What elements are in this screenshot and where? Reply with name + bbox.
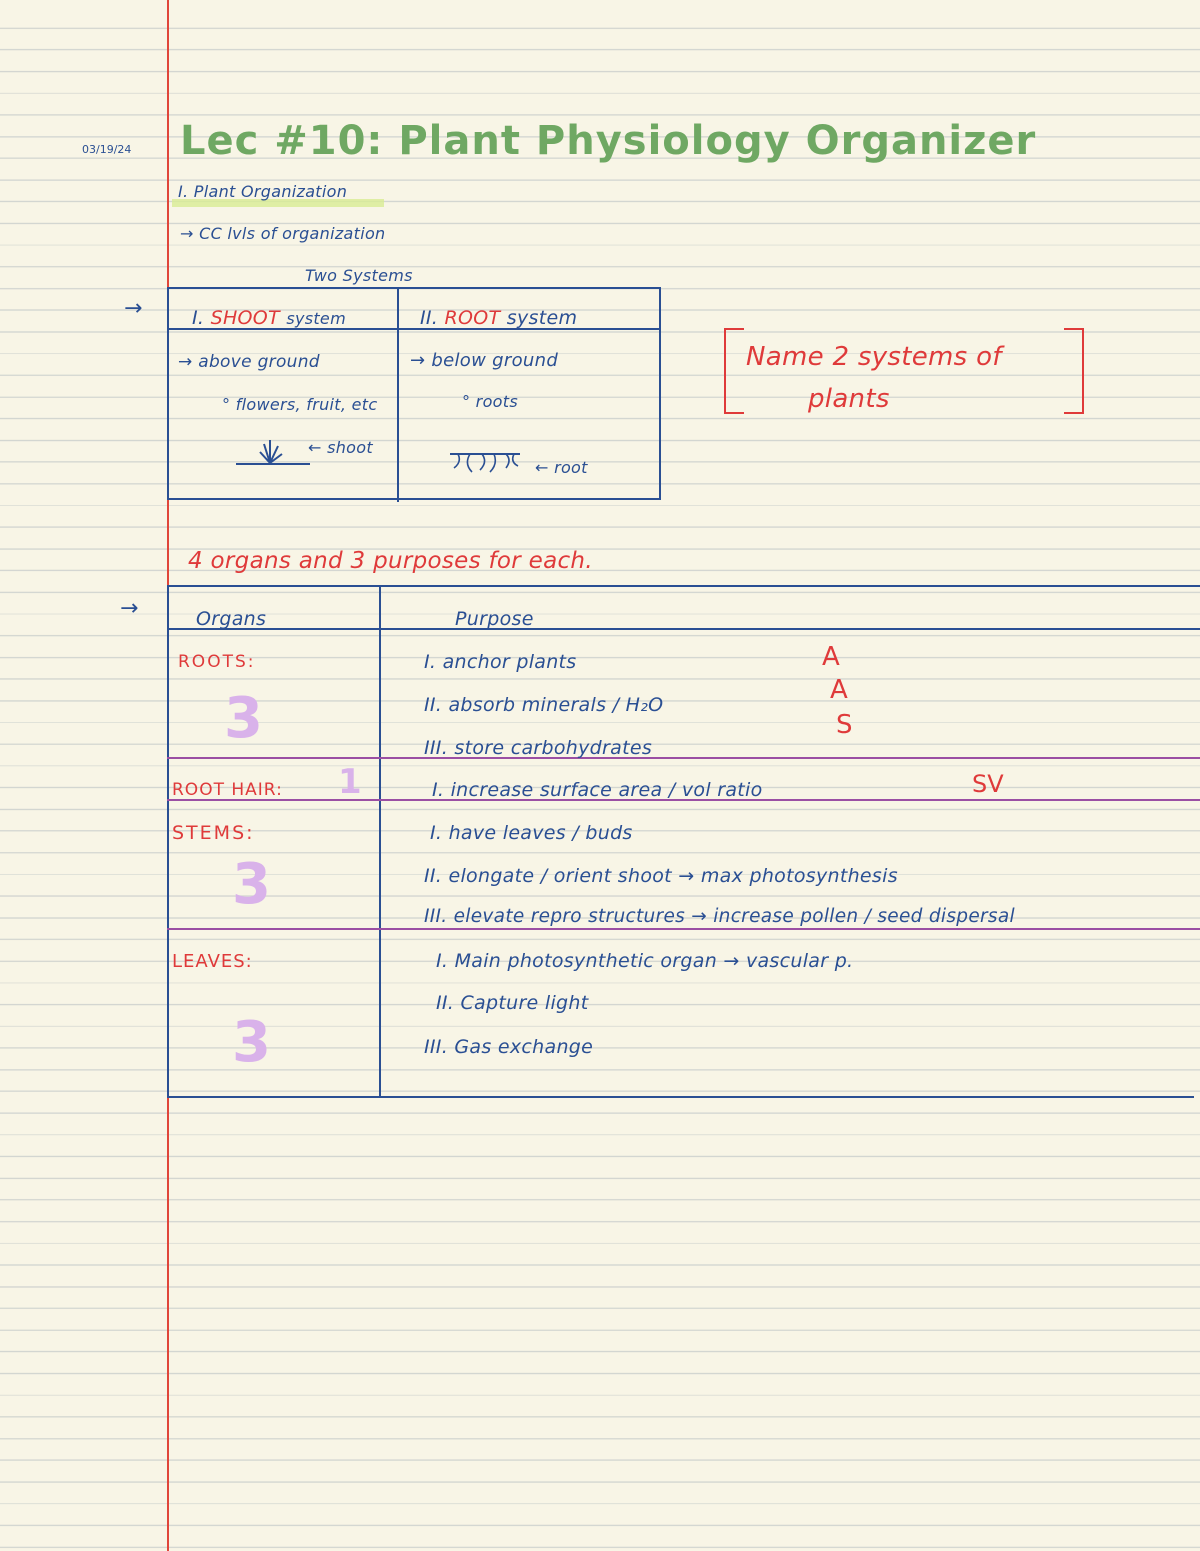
systems-divider <box>397 287 399 502</box>
page-title: Lec #10: Plant Physiology Organizer <box>180 118 1037 164</box>
row-separator <box>167 757 1200 759</box>
organ-roots: ROOTS: <box>178 652 256 672</box>
purpose-item: I. anchor plants <box>424 651 577 673</box>
organs-heading: 4 organs and 3 purposes for each. <box>188 548 593 574</box>
organs-table-divider <box>379 585 381 1098</box>
col-organs-header: Organs <box>196 608 267 630</box>
shoot-sketch-icon <box>234 434 314 468</box>
count-leaves: 3 <box>232 1010 271 1075</box>
systems-heading: Two Systems <box>305 266 413 285</box>
count-roots: 3 <box>224 686 263 751</box>
date: 03/19/24 <box>82 143 132 156</box>
root-label: ← root <box>535 458 588 477</box>
mnemonic-a: A <box>830 675 848 705</box>
purpose-item: I. Main photosynthetic organ → vascular p. <box>436 950 854 972</box>
left-bracket <box>724 328 744 414</box>
purpose-item: II. Capture light <box>436 992 589 1014</box>
shoot-line-2: ° flowers, fruit, etc <box>222 395 378 414</box>
organ-stems: STEMS: <box>172 822 255 844</box>
organs-table-left <box>167 585 169 1098</box>
root-line-2: ° roots <box>462 392 518 411</box>
arrow-icon: → <box>124 296 143 321</box>
right-bracket <box>1064 328 1084 414</box>
mnemonic-sv: SV <box>972 770 1004 798</box>
shoot-label: ← shoot <box>308 438 373 457</box>
purpose-item: II. elongate / orient shoot → max photosynthesis <box>424 865 898 887</box>
purpose-item: III. Gas exchange <box>424 1036 594 1058</box>
section-note: → CC lvls of organization <box>180 224 386 243</box>
purpose-item: I. have leaves / buds <box>430 822 633 844</box>
purpose-item: I. increase surface area / vol ratio <box>432 779 763 801</box>
root-line-1: → below ground <box>410 350 559 371</box>
purpose-item: II. absorb minerals / H₂O <box>424 694 664 716</box>
col-purpose-header: Purpose <box>455 608 534 630</box>
purpose-item: III. elevate repro structures → increase pollen / seed dispersal <box>424 906 1015 927</box>
count-stems: 3 <box>232 852 271 917</box>
section-heading: I. Plant Organization <box>178 182 348 201</box>
row-separator <box>167 928 1200 930</box>
shoot-line-1: → above ground <box>178 352 320 372</box>
mnemonic-s: S <box>836 710 853 740</box>
mnemonic-a: A <box>822 642 840 672</box>
purpose-item: III. store carbohydrates <box>424 737 653 759</box>
count-root-hair: 1 <box>338 762 362 802</box>
organs-table-bottom <box>167 1096 1194 1098</box>
root-system-header: II. ROOT system <box>420 307 578 329</box>
shoot-system-header: I. SHOOT system <box>192 307 346 329</box>
root-sketch-icon <box>444 450 528 484</box>
arrow-icon: → <box>120 596 139 621</box>
callout-line-2: plants <box>808 384 890 414</box>
organs-table-header-line <box>167 628 1200 630</box>
organ-root-hair: ROOT HAIR: <box>172 780 283 800</box>
organ-leaves: LEAVES: <box>172 951 253 972</box>
callout-line-1: Name 2 systems of <box>746 342 1002 372</box>
organs-table-top <box>167 585 1200 587</box>
